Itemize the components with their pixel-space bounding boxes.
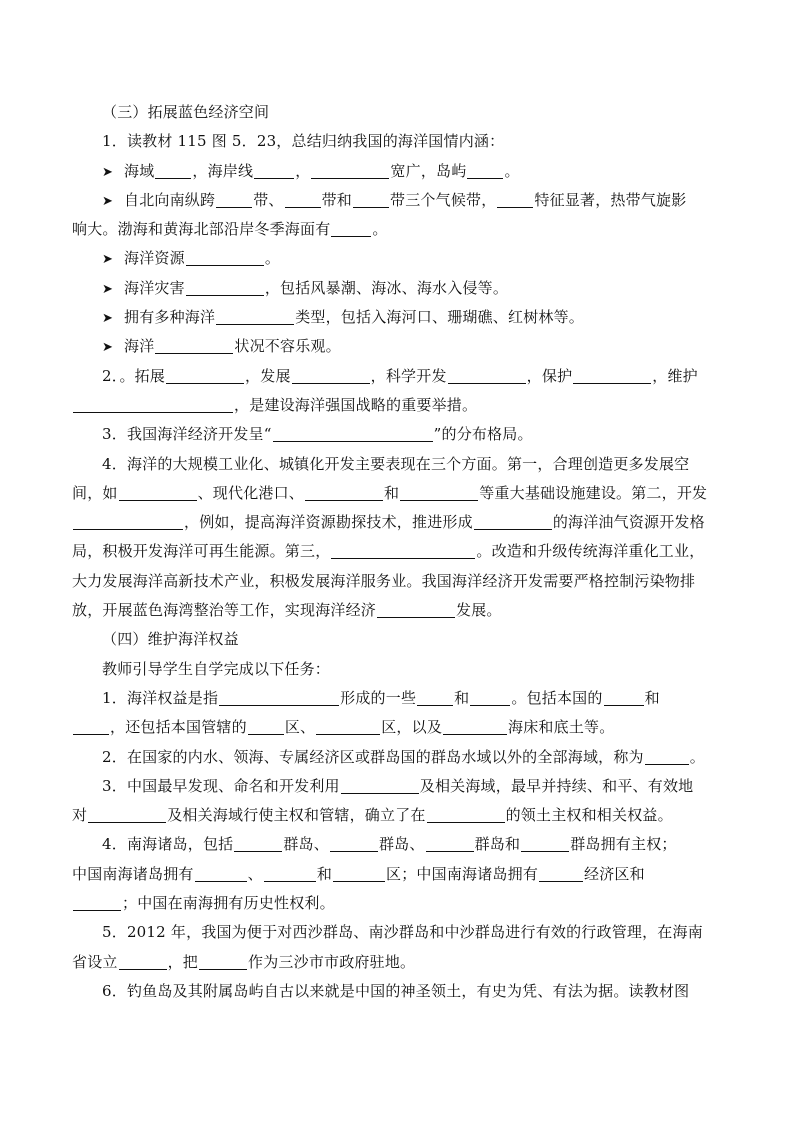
question-4-6: 6．钓鱼岛及其附属岛屿自古以来就是中国的神圣领土，有史为凭、有法为据。读教材图 [102,981,690,1000]
blank[interactable] [195,863,247,882]
blank[interactable] [264,863,316,882]
blank[interactable] [273,423,433,442]
blank[interactable] [497,189,533,208]
arrow-bullet-icon: ➤ [102,164,114,180]
arrow-bullet-icon: ➤ [102,252,114,268]
blank[interactable] [400,482,478,501]
blank[interactable] [248,716,284,735]
bullet-resources: ➤ 海洋资源 。 [72,244,732,273]
blank[interactable] [331,218,371,237]
blank[interactable] [330,833,378,852]
question-4-1: 1．海洋权益是指 形成的一些 和 。包括本国的 和 [102,688,660,707]
blank[interactable] [417,687,453,706]
blank[interactable] [331,540,475,559]
blank[interactable] [88,804,166,823]
arrow-bullet-icon: ➤ [102,281,114,297]
blank[interactable] [254,160,294,179]
blank[interactable] [470,687,510,706]
question-3-2-cont: ，是建设海洋强国战略的重要举措。 [72,391,732,420]
blank[interactable] [426,833,474,852]
question-3-2: 2．。拓展 ，发展 ，科学开发 ，保护 ，维护 [102,366,698,385]
blank[interactable] [604,687,644,706]
question-3-4-line5: 大力发展海洋高新技术产业，积极发展海洋服务业。我国海洋经济开发需要严格控制污染物排 [72,571,696,590]
bullet-climate: ➤ 自北向南纵跨 带、 带和 带三个气候带， 特征显著，热带气旋影 [72,186,732,215]
question-4-3: 3．中国最早发现、命名和开发利用 及相关海域，最早并持续、和平、有效地 [102,776,694,795]
blank[interactable] [377,599,455,618]
bullet-disasters: ➤ 海洋灾害 ，包括风暴潮、海冰、海水入侵等。 [72,274,732,303]
blank[interactable] [186,277,264,296]
question-4-4-line2: 中国南海诸岛拥有 、 和 区；中国南海诸岛拥有 经济区和 [72,864,645,883]
question-3-4-line3: ，例如，提高海洋资源勘探技术，推进形成 的海洋油气资源开发格 [72,508,732,537]
question-3-1: 1．读教材 115 图 5．23，总结归纳我国的海洋国情内涵： [102,132,505,151]
question-4-1-cont: ，还包括本国管辖的 区、 区，以及 海床和底土等。 [72,713,732,742]
blank[interactable] [539,863,583,882]
section-4-intro: 教师引导学生自学完成以下任务： [102,659,331,678]
question-4-5: 5．2012 年，我国为便于对西沙群岛、南沙群岛和中沙群岛进行有效的行政管理，在海南 [102,923,703,942]
blank[interactable] [73,716,109,735]
blank[interactable] [316,716,380,735]
question-3-3: 3．我国海洋经济开发呈“ ”的分布格局。 [102,425,533,444]
blank[interactable] [73,511,183,530]
question-3-4-line6: 放，开展蓝色海湾整治等工作，实现海洋经济 发展。 [72,601,502,620]
blank[interactable] [186,247,264,266]
arrow-bullet-icon: ➤ [102,340,114,356]
question-4-2: 2．在国家的内水、领海、专属经济区或群岛国的群岛水域以外的全部海域，称为 。 [102,747,705,766]
section-heading-3: （三）拓展蓝色经济空间 [102,103,270,121]
blank[interactable] [573,365,651,384]
blank[interactable] [155,160,191,179]
blank[interactable] [73,394,233,413]
blank[interactable] [216,189,252,208]
worksheet-page [72,98,732,1006]
bullet-sea-area: ➤ 海域 ，海岸线 ， 宽广，岛屿 。 [72,157,732,186]
blank[interactable] [292,365,370,384]
blank[interactable] [467,160,503,179]
blank[interactable] [234,833,282,852]
blank[interactable] [199,951,247,970]
question-4-4: 4．南海诸岛，包括 群岛、 群岛、 群岛和 群岛拥有主权； [102,835,677,854]
blank[interactable] [73,892,121,911]
question-3-4: 4．海洋的大规模工业化、城镇化开发主要表现在三个方面。第一，合理创造更多发展空 [102,454,690,473]
blank[interactable] [216,306,294,325]
bullet-climate-cont: 响大。渤海和黄海北部沿岸冬季海面有 。 [72,220,388,239]
question-4-4-line3: ；中国在南海拥有历史性权利。 [72,889,732,918]
question-4-5-cont: 省设立 ，把 作为三沙市市政府驻地。 [72,952,416,971]
bullet-environment: ➤ 海洋 状况不容乐观。 [72,332,732,361]
blank[interactable] [341,775,419,794]
arrow-bullet-icon: ➤ [102,311,114,327]
blank[interactable] [443,716,507,735]
section-heading-4: （四）维护海洋权益 [102,630,239,649]
question-4-3-cont: 对 及相关海域行使主权和管辖，确立了在 的领土主权和相关权益。 [72,806,673,825]
blank[interactable] [448,365,526,384]
blank[interactable] [219,687,339,706]
blank[interactable] [311,160,389,179]
arrow-bullet-icon: ➤ [102,193,114,209]
blank[interactable] [155,335,233,354]
blank[interactable] [285,189,321,208]
blank[interactable] [119,482,197,501]
question-3-4-line4: 局，积极开发海洋可再生能源。第三， 。改造和升级传统海洋重化工业， [72,542,705,561]
question-3-4-line2: 间，如 、现代化港口、 和 等重大基础设施建设。第二，开发 [72,483,708,502]
blank[interactable] [119,951,167,970]
blank[interactable] [645,746,689,765]
blank[interactable] [166,365,244,384]
blank[interactable] [427,804,505,823]
blank[interactable] [333,863,385,882]
blank[interactable] [353,189,389,208]
blank[interactable] [305,482,383,501]
blank[interactable] [474,511,552,530]
blank[interactable] [521,833,569,852]
bullet-ecosystems: ➤ 拥有多种海洋 类型，包括入海河口、珊瑚礁、红树林等。 [72,303,732,332]
